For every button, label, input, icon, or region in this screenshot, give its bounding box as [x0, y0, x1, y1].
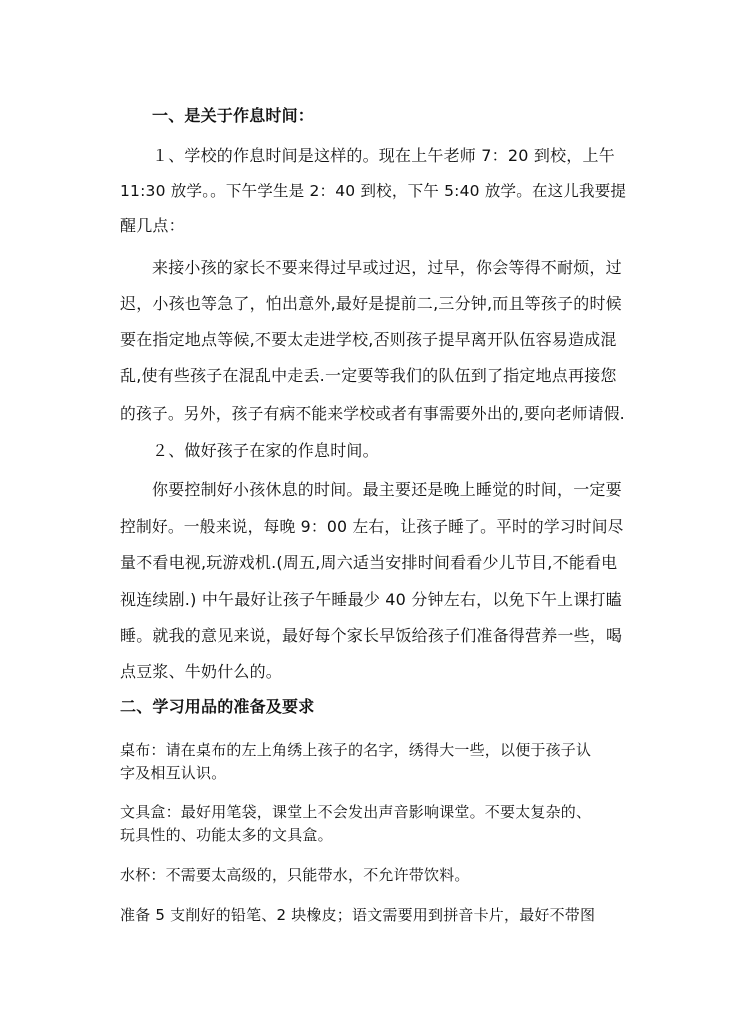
section-1-para-2-line-1: 你要控制好小孩休息的时间。最主要还是晚上睡觉的时间，一定要: [152, 480, 622, 499]
section-1-para-2-line-2: 控制好。一般来说，每晚 9：00 左右，让孩子睡了。平时的学习时间尽: [120, 517, 624, 536]
section-2-desk-line-1: 桌布：请在桌布的左上角绣上孩子的名字，绣得大一些，以便于孩子认: [120, 741, 592, 759]
section-2-desk-line-2: 字及相互认识。: [120, 764, 227, 782]
section-1-para-2-line-4: 视连续剧.) 中午最好让孩子午睡最少 40 分钟左右，以免下午上课打瞌: [120, 590, 622, 609]
section-1-item-1-line-3: 醒几点：: [120, 216, 185, 235]
section-1-para-2-line-6: 点豆浆、牛奶什么的。: [120, 662, 283, 681]
section-1-para-1-line-1: 来接小孩的家长不要来得过早或过迟，过早，你会等得不耐烦，过: [152, 258, 622, 277]
section-1-para-1-line-2: 迟，小孩也等急了，怕出意外,最好是提前二,三分钟,而且等孩子的时候: [120, 294, 622, 313]
section-2-prep: 准备 5 支削好的铅笔、2 块橡皮；语文需要用到拼音卡片，最好不带图: [120, 906, 596, 924]
section-1-para-2-line-5: 睡。就我的意见来说，最好每个家长早饭给孩子们准备得营养一些，喝: [120, 626, 623, 645]
section-1-item-1-line-2: 11:30 放学。。下午学生是 2：40 到校，下午 5:40 放学。在这儿我要提: [120, 182, 627, 200]
section-1-heading: 一、是关于作息时间：: [152, 106, 315, 125]
section-1-para-1-line-4: 乱,使有些孩子在混乱中走丢.一定要等我们的队伍到了指定地点再接您: [120, 366, 617, 385]
section-2-heading: 二、学习用品的准备及要求: [120, 697, 315, 716]
section-1-para-1-line-5: 的孩子。另外，孩子有病不能来学校或者有事需要外出的,要向老师请假.: [120, 404, 625, 423]
section-1-item-2: ２、做好孩子在家的作息时间。: [152, 441, 379, 460]
section-1-item-1-line-1: １、学校的作息时间是这样的。现在上午老师 7：20 到校，上午: [152, 146, 615, 165]
section-2-pencilcase-line-1: 文具盒：最好用笔袋，课堂上不会发出声音影响课堂。不要太复杂的、: [120, 803, 592, 821]
section-2-pencilcase-line-2: 玩具性的、功能太多的文具盒。: [120, 826, 333, 844]
section-2-cup: 水杯：不需要太高级的，只能带水，不允许带饮料。: [120, 866, 470, 884]
section-1-para-2-line-3: 量不看电视,玩游戏机.(周五,周六适当安排时间看看少儿节目,不能看电: [120, 553, 618, 572]
section-1-para-1-line-3: 要在指定地点等候,不要太走进学校,否则孩子提早离开队伍容易造成混: [120, 330, 617, 349]
